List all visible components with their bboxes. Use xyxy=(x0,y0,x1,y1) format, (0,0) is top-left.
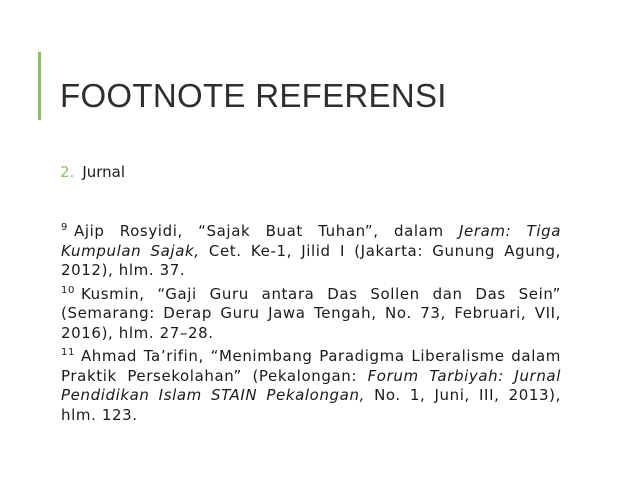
footnote-number: 11 xyxy=(61,347,75,358)
footnote-number: 10 xyxy=(61,284,75,296)
list-number: 2. xyxy=(60,163,75,181)
footnote-text-end: Cet. Ke-1, Jilid I (Jakarta: Gunung Agung, 2012), hlm. 37. xyxy=(61,241,561,279)
footnote-10 xyxy=(61,285,561,344)
footnote-text: Kusmin, “Gaji Guru antara Das Sollen dan Das Sein” (Semarang: Derap Guru Jawa Tengah, No. 73, Februari, VII, 2016), hlm. 27–28. xyxy=(61,284,561,342)
footnote-text: Ahmad Ta’rifin, “Menimbang Paradigma Liberalisme dalam Praktik Persekolahan” (Pekalongan: xyxy=(61,347,561,385)
list-label: Jurnal xyxy=(82,163,126,181)
footnote-11 xyxy=(61,347,561,425)
list-item-jurnal xyxy=(60,162,125,182)
footnote-9 xyxy=(61,222,561,281)
footnote-number: 9 xyxy=(61,222,68,233)
footnote-italic-title: Forum Tarbiyah: Jurnal Pendidikan Islam STAIN Pekalongan, xyxy=(61,366,561,404)
footnote-italic-title: Jeram: Tiga Kumpulan Sajak, xyxy=(61,222,561,260)
title-accent-bar xyxy=(38,52,41,120)
footnote-text-end: No. 1, Juni, III, 2013), hlm. 123. xyxy=(61,386,561,424)
slide-title: FOOTNOTE REFERENSI xyxy=(60,77,447,114)
footnote-text: Ajip Rosyidi, “Sajak Buat Tuhan”, dalam xyxy=(73,222,459,240)
footnote-list xyxy=(61,222,561,429)
